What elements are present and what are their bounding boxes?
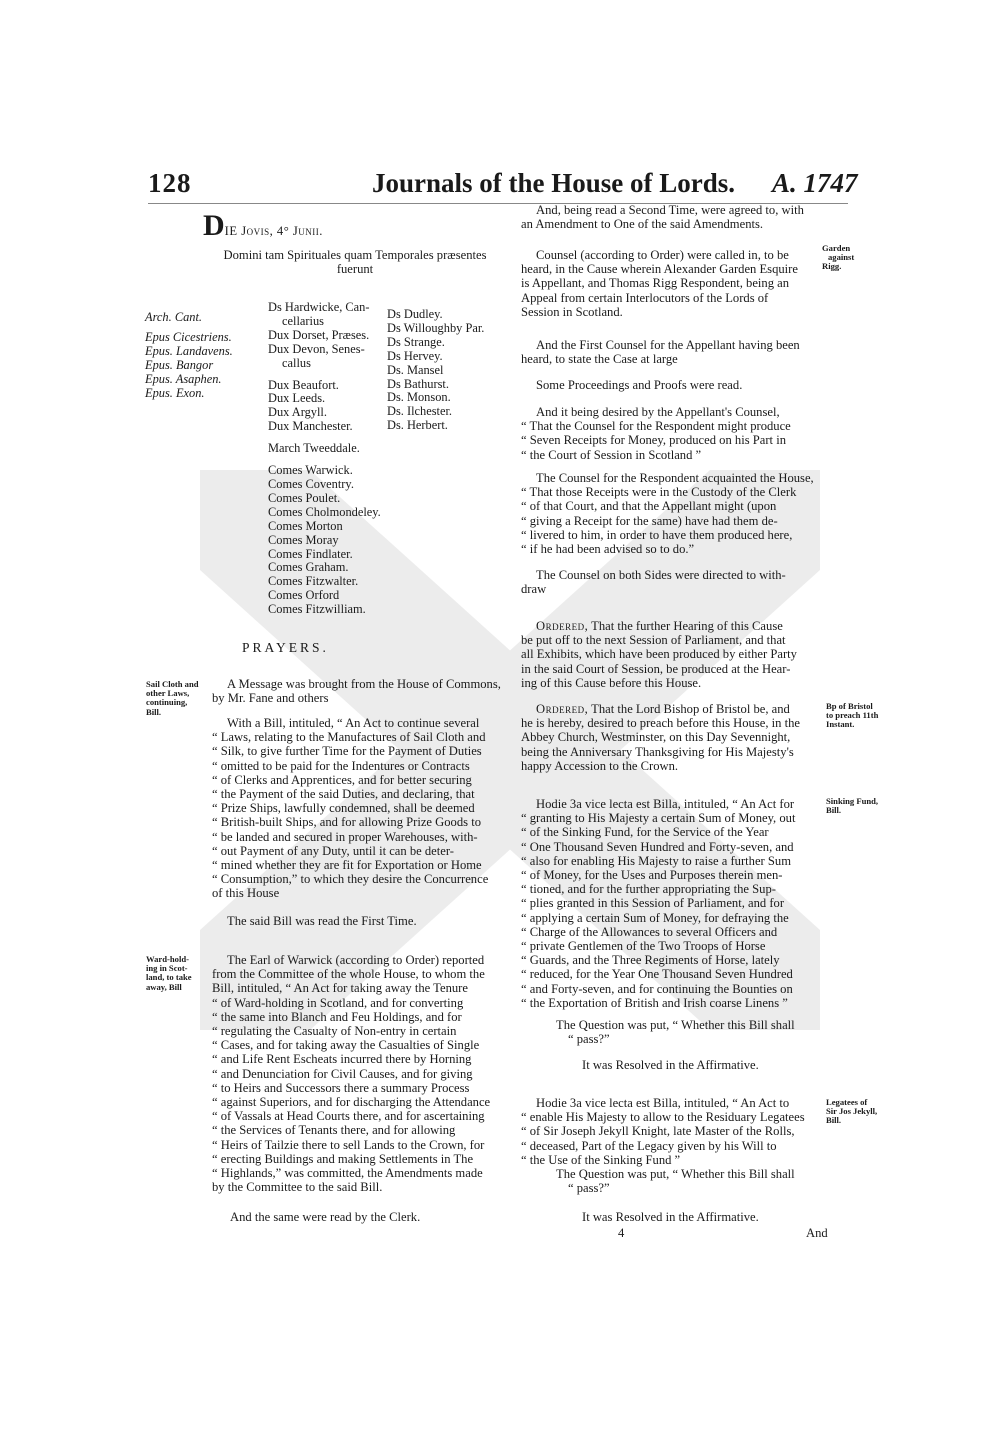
- text-line: “ and Life Rent Escheats incurred there by Horning: [212, 1052, 472, 1067]
- text-line: “ of Vassals at Head Courts there, and for ascertaining: [212, 1109, 485, 1124]
- text-line: “ against Superiors, and for discharging the Attendance: [212, 1095, 491, 1110]
- text-line: And the First Counsel for the Appellant having been: [536, 338, 800, 352]
- lord-name: Ds. Herbert.: [387, 418, 448, 433]
- lord-name: Ds Willoughby Par.: [387, 320, 485, 335]
- text-line: he is hereby, desired to preach before this House, in the: [521, 716, 800, 731]
- text-line: “ giving a Receipt for the same) have had them de-: [521, 513, 778, 528]
- lord-name: callus: [282, 355, 311, 370]
- lord-name: Comes Warwick.: [268, 463, 353, 478]
- text-line: “ of Sir Joseph Jekyll Knight, late Master of the Rolls,: [521, 1124, 795, 1139]
- text-line: “ pass?”: [568, 1032, 610, 1047]
- margin-note-ward: [146, 955, 192, 992]
- page-title: Journals of the House of Lords.: [372, 168, 736, 198]
- text-line: against: [828, 252, 855, 263]
- text-line: “ of that Court, and that the Appellant might (upon: [521, 499, 777, 514]
- date-text: IE Jovis, 4° Junii.: [224, 224, 323, 238]
- text-line: “ to Heirs and Successors there a summary Process: [212, 1080, 470, 1095]
- text-line: A Message was brought from the House of Commons,: [227, 677, 501, 691]
- text-line: heard, in the Cause wherein Alexander Garden Esquire: [521, 262, 798, 277]
- text-line: “ Seven Receipts for Money, produced on his Part in: [521, 433, 786, 448]
- text-line: Bp of Bristol: [826, 701, 873, 711]
- page-number: 128: [148, 168, 192, 198]
- lords-temporal-list: [268, 301, 381, 617]
- text-line: of this House: [212, 886, 280, 901]
- lord-name: Dux Beaufort.: [268, 377, 339, 392]
- counsel-paragraph: [521, 248, 798, 319]
- lord-name: Dux Devon, Senes-: [268, 341, 365, 356]
- text-line: “ Prize Ships, lawfully condemned, shall be deemed: [212, 801, 475, 816]
- text-line: “ Laws, relating to the Manufactures of Sail Cloth and: [212, 730, 486, 745]
- text-line: Garden: [822, 243, 851, 253]
- catchword: And: [806, 1226, 828, 1240]
- text-line: “ Highlands,” was committed, the Amendments made: [212, 1166, 483, 1181]
- date-dropcap: D: [203, 209, 225, 242]
- text-line: The Counsel on both Sides were directed to with-: [536, 568, 786, 582]
- text-line: “ deceased, Part of the Legacy given by his Will to: [521, 1138, 777, 1153]
- lord-name: Ds. Ilchester.: [387, 404, 453, 419]
- lord-name: Comes Coventry.: [268, 476, 354, 491]
- page-year: A. 1747: [772, 168, 858, 198]
- text-line: Sir Jos Jekyll,: [826, 1106, 878, 1117]
- text-line: in the said Court of Session, be produced at the Hear-: [521, 661, 791, 676]
- text-line: “ the Payment of the said Duties, and declaring, that: [212, 787, 475, 802]
- text-line: “ out Payment of any Duty, until it can be deter-: [212, 843, 454, 858]
- text-line: “ applying a certain Sum of Money, for defraying the: [521, 910, 789, 925]
- text-line: That the further Hearing of this Cause: [588, 619, 783, 633]
- lord-name: Dux Leeds.: [268, 391, 326, 406]
- lord-name: Epus. Exon.: [145, 385, 205, 400]
- text-line: Ward-hold-: [146, 954, 189, 964]
- text-line: “ Cases, and for taking away the Casualties of Single: [212, 1038, 480, 1053]
- text-line: “ Silk, to give further Time for the Payment of Duties: [212, 744, 482, 759]
- text-line: “ the Exportation of British and Irish coarse Linens ”: [521, 995, 788, 1010]
- text-line: “ be landed and secured in proper Warehouses, with-: [212, 829, 478, 844]
- present-line: fuerunt: [336, 262, 374, 277]
- lord-name: Ds. Monson.: [387, 390, 451, 405]
- lord-name: Ds Dudley.: [387, 307, 443, 321]
- text-line: Bill, intituled, “ An Act for taking away the Tenure: [212, 981, 468, 996]
- lord-name: Comes Morton: [268, 518, 343, 533]
- lord-name: Comes Fitzwilliam.: [268, 602, 366, 617]
- text-line: Counsel (according to Order) were called in, to be: [536, 248, 789, 262]
- lord-name: Ds Hardwicke, Can-: [268, 300, 370, 314]
- message-paragraph: [212, 677, 501, 705]
- text-line: The Counsel for the Respondent acquainted the House,: [536, 471, 814, 485]
- text-line: And it being desired by the Appellant's Counsel,: [536, 405, 780, 419]
- question-one: [556, 1018, 795, 1046]
- text-line: “ private Gentlemen of the Two Troops of Horse: [521, 939, 766, 954]
- text-line: “ Charge of the Allowances to several Officers and: [521, 924, 778, 939]
- lord-name: Epus. Asaphen.: [145, 371, 222, 386]
- text-line: “ Consumption,” to which they desire the Concurrence: [212, 872, 489, 887]
- text-line: happy Accession to the Crown.: [521, 758, 679, 773]
- text-line: “ the same into Blanch and Feu Holdings, and for: [212, 1009, 462, 1024]
- lords-barons-list: [387, 308, 484, 433]
- text-line: “ of Clerks and Apprentices, and for better securing: [212, 772, 472, 787]
- text-line: from the Committee of the whole House, to whom the: [212, 967, 485, 982]
- text-line: Bill.: [826, 1115, 842, 1126]
- text-line: “ That the Counsel for the Respondent might produce: [521, 419, 791, 434]
- text-line: And, being read a Second Time, were agreed to, with: [536, 203, 804, 217]
- text-line: “ That those Receipts were in the Custody of the Clerk: [521, 485, 797, 500]
- lord-name: Epus. Landavens.: [145, 343, 233, 358]
- text-line: Bill.: [146, 706, 162, 717]
- text-line: Sail Cloth and: [146, 679, 199, 689]
- lord-name: Ds Strange.: [387, 334, 445, 349]
- text-line: “ of Ward-holding in Scotland, and for converting: [212, 995, 464, 1010]
- lord-name: Dux Manchester.: [268, 419, 353, 434]
- read-by-clerk-line: And the same were read by the Clerk.: [230, 1210, 421, 1224]
- second-reading-paragraph: [521, 203, 804, 231]
- text-line: land, to take: [146, 972, 192, 983]
- text-line: other Laws,: [146, 688, 190, 699]
- text-line: Bill.: [826, 805, 842, 816]
- sinking-fund-bill-paragraph: [521, 797, 795, 1010]
- withdraw-paragraph: [521, 568, 786, 596]
- lord-name: Comes Graham.: [268, 560, 349, 575]
- text-line: Hodie 3a vice lecta est Billa, intituled, “ An Act for: [536, 797, 795, 811]
- text-line: heard, to state the Case at large: [521, 352, 678, 367]
- text-line: Legatees of: [826, 1097, 868, 1107]
- text-line: “ also for enabling His Majesty to raise a further Sum: [521, 853, 791, 868]
- text-line: being the Anniversary Thanksgiving for His Majesty's: [521, 744, 794, 759]
- signature-mark: 4: [618, 1226, 625, 1240]
- text-line: “ the Court of Session in Scotland ”: [521, 447, 702, 462]
- lords-spiritual-list: [145, 311, 233, 400]
- lord-name: Comes Orford: [268, 588, 340, 603]
- text-line: “ and Denunciation for Civil Causes, and for giving: [212, 1066, 473, 1081]
- text-line: “ and Forty-seven, and for continuing the Bounties on: [521, 981, 793, 996]
- text-line: “ Heirs of Tailzie there to sell Lands to the Crown, for: [212, 1137, 485, 1152]
- text-line: Rigg.: [822, 261, 842, 272]
- text-line: “ enable His Majesty to allow to the Residuary Legatees: [521, 1110, 805, 1125]
- lord-name: cellarius: [282, 313, 324, 328]
- lord-name: Comes Cholmondeley.: [268, 504, 381, 519]
- text-line: Sinking Fund,: [826, 796, 879, 806]
- text-line: Appeal from certain Interlocutors of the Lords of: [521, 290, 769, 305]
- margin-note-sinking-fund: [826, 797, 878, 815]
- ordered-sermon-paragraph: [521, 702, 800, 773]
- text-line: is Appellant, and Thomas Rigg Respondent, being an: [521, 276, 790, 291]
- bill-paragraph: [212, 716, 488, 901]
- text-line: With a Bill, intituled, “ An Act to continue several: [227, 716, 480, 730]
- text-line: That the Lord Bishop of Bristol be, and: [588, 702, 790, 716]
- text-line: to preach 11th: [826, 710, 879, 721]
- resolved-one: It was Resolved in the Affirmative.: [582, 1058, 759, 1072]
- text-line: “ livered to him, in order to have them produced here,: [521, 527, 793, 542]
- text-line: by the Committee to the said Bill.: [212, 1180, 383, 1195]
- text-line: “ plies granted in this Session of Parliament, and for: [521, 896, 785, 911]
- text-line: an Amendment to One of the said Amendments.: [521, 217, 764, 232]
- text-line: “ the Use of the Sinking Fund ”: [521, 1152, 681, 1167]
- present-statement: [200, 248, 510, 276]
- text-line: all Exhibits, which have been produced by either Party: [521, 647, 797, 662]
- appellant-desire-paragraph: [521, 405, 791, 462]
- text-line: “ if he had been advised so to do.”: [521, 542, 695, 557]
- lord-name: Ds Bathurst.: [387, 376, 449, 391]
- text-line: Session in Scotland.: [521, 304, 623, 319]
- lord-name: Comes Poulet.: [268, 490, 341, 505]
- lord-name: Ds Hervey.: [387, 348, 443, 363]
- text-line: “ of Money, for the Uses and Purposes therein men-: [521, 868, 783, 883]
- present-line: Domini tam Spirituales quam Temporales præsentes: [223, 248, 487, 262]
- text-line: be put off to the next Session of Parliament, and that: [521, 633, 786, 648]
- text-line: Hodie 3a vice lecta est Billa, intituled, “ An Act to: [536, 1096, 790, 1110]
- lord-name: Comes Findlater.: [268, 546, 353, 561]
- lord-name: Comes Fitzwalter.: [268, 574, 359, 589]
- ordered-label: Ordered,: [536, 702, 589, 716]
- first-reading-line: The said Bill was read the First Time.: [227, 914, 417, 928]
- text-line: ing in Scot-: [146, 963, 188, 974]
- margin-note-garden: [822, 244, 854, 272]
- margin-note-jekyll: [826, 1098, 877, 1126]
- respondent-reply-paragraph: [521, 471, 814, 556]
- text-line: draw: [521, 582, 547, 597]
- text-line: “ mined whether they are fit for Exportation or Home: [212, 858, 482, 873]
- text-line: The Question was put, “ Whether this Bill shall: [556, 1167, 795, 1181]
- ordered-hearing-paragraph: [521, 619, 797, 690]
- text-line: “ reduced, for the Year One Thousand Seven Hundred: [521, 967, 793, 982]
- text-line: The Earl of Warwick (according to Order) reported: [227, 953, 485, 967]
- lord-name: March Tweeddale.: [268, 441, 360, 456]
- lord-name: Ds. Mansel: [387, 362, 444, 377]
- text-line: “ of the Sinking Fund, for the Service of the Year: [521, 825, 769, 840]
- text-line: “ granting to His Majesty a certain Sum of Money, out: [521, 811, 796, 826]
- margin-note-bristol: [826, 702, 878, 730]
- question-two: [556, 1167, 795, 1195]
- text-line: “ erecting Buildings and making Settlements in The: [212, 1151, 474, 1166]
- text-line: Instant.: [826, 719, 855, 730]
- text-line: by Mr. Fane and others: [212, 691, 329, 706]
- text-line: away, Bill: [146, 981, 182, 992]
- text-line: ing of this Cause before this House.: [521, 675, 702, 690]
- prayers-heading: PRAYERS.: [242, 640, 329, 655]
- lord-name: Comes Moray: [268, 532, 339, 547]
- warwick-report-paragraph: [212, 953, 490, 1194]
- lord-name: Epus Cicestriens.: [145, 329, 232, 344]
- date-heading: [203, 209, 323, 242]
- text-line: “ British-built Ships, and for allowing Prize Goods to: [212, 815, 481, 830]
- text-line: “ One Thousand Seven Hundred and Forty-seven, and: [521, 839, 794, 854]
- lord-name: Dux Argyll.: [268, 405, 327, 420]
- ordered-label: Ordered,: [536, 619, 589, 633]
- text-line: “ regulating the Casualty of Non-entry in certain: [212, 1024, 457, 1039]
- text-line: The Question was put, “ Whether this Bill shall: [556, 1018, 795, 1032]
- text-line: “ omitted to be paid for the Indentures or Contracts: [212, 758, 470, 773]
- resolved-two: It was Resolved in the Affirmative.: [582, 1210, 759, 1224]
- text-line: “ the Services of Tenants there, and for allowing: [212, 1123, 456, 1138]
- margin-note-sailcloth: [146, 680, 199, 717]
- text-line: “ tioned, and for the further appropriating the Sup-: [521, 882, 776, 897]
- first-counsel-paragraph: [521, 338, 800, 366]
- jekyll-bill-paragraph: [521, 1096, 805, 1167]
- text-line: continuing,: [146, 697, 188, 708]
- lord-name: Arch. Cant.: [145, 310, 203, 324]
- text-line: Abbey Church, Westminster, on this Day Sevennight,: [521, 730, 791, 745]
- text-line: “ pass?”: [568, 1181, 610, 1196]
- proceedings-line: Some Proceedings and Proofs were read.: [536, 378, 743, 392]
- text-line: “ Guards, and the Three Regiments of Horse, lately: [521, 953, 780, 968]
- lord-name: Epus. Bangor: [145, 357, 214, 372]
- lord-name: Dux Dorset, Præses.: [268, 327, 370, 342]
